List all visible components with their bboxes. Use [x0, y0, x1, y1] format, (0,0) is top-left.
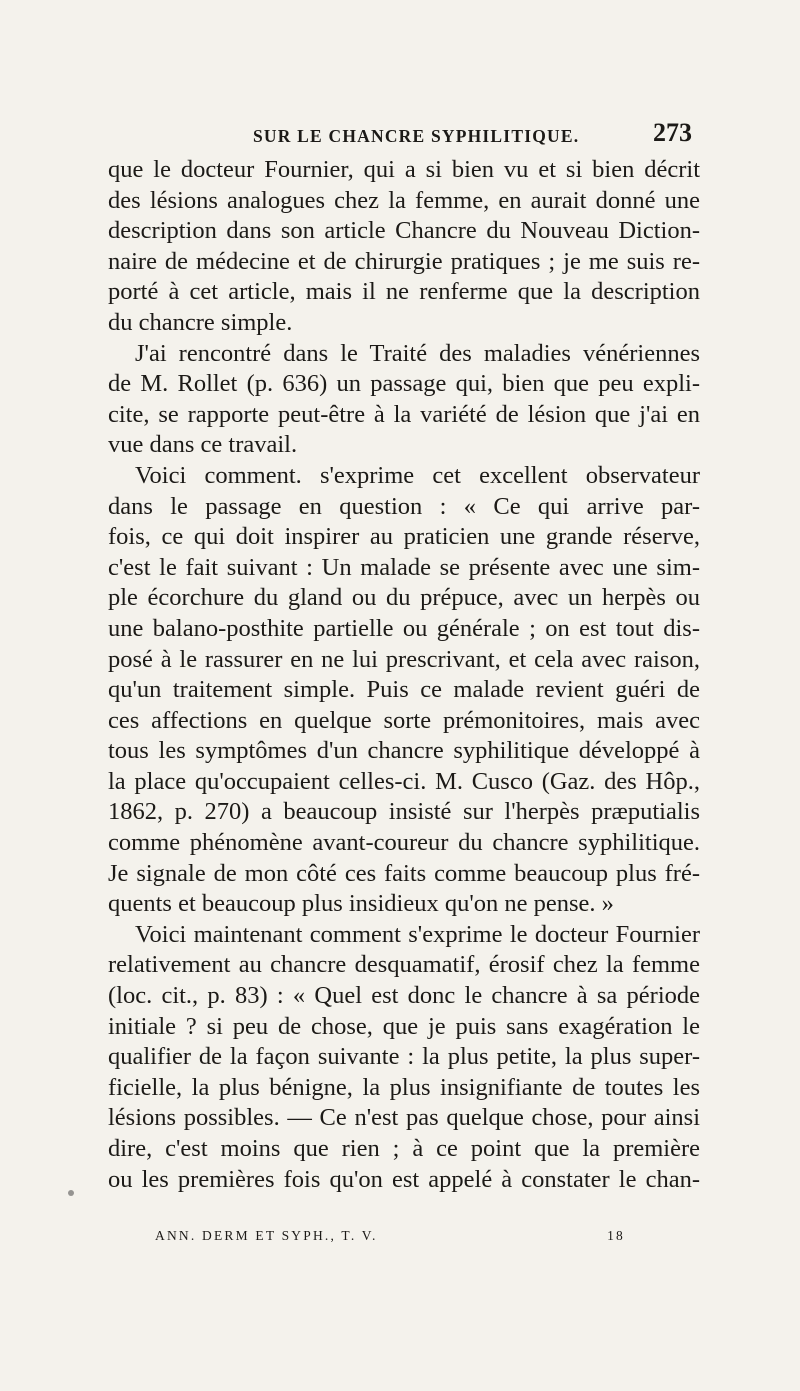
page-number: 273	[653, 118, 692, 147]
journal-reference: ANN. DERM ET SYPH., T. V.	[155, 1228, 378, 1243]
text-line: comme phénomène avant-coureur du chancre syphilitique.	[108, 829, 700, 857]
paragraph-2	[108, 339, 700, 461]
text-line: cite, se rapporte peut-être à la variété de lésion que j'ai en	[108, 400, 700, 428]
page-footer	[155, 1228, 625, 1252]
text-line: Je signale de mon côté ces faits comme beaucoup plus fré-	[108, 859, 700, 887]
text-line: 1862, p. 270) a beaucoup insisté sur l'herpès præputialis	[108, 798, 700, 826]
body-text	[108, 155, 700, 1195]
text-line: posé à le rassurer en ne lui prescrivant, et cela avec raison,	[108, 645, 700, 673]
text-line: que le docteur Fournier, qui a si bien vu et si bien décrit	[108, 156, 700, 183]
text-line: de M. Rollet (p. 636) un passage qui, bien que peu expli-	[108, 370, 700, 398]
text-line: porté à cet article, mais il ne renferme que la description	[108, 278, 700, 306]
text-line: c'est le fait suivant : Un malade se présente avec une sim-	[108, 553, 700, 581]
text-line: Voici maintenant comment s'exprime le docteur Fournier	[135, 920, 700, 948]
text-line: qualifier de la façon suivante : la plus petite, la plus super-	[108, 1043, 700, 1071]
running-title: SUR LE CHANCRE SYPHILITIQUE.	[253, 126, 580, 146]
text-line: ou les premières fois qu'on est appelé à constater le chan-	[108, 1165, 700, 1193]
text-line: du chancre simple.	[108, 308, 293, 336]
text-line: quents et beaucoup plus insidieux qu'on ne pense. »	[108, 890, 614, 918]
text-line: lésions possibles. — Ce n'est pas quelque chose, pour ainsi	[108, 1104, 700, 1132]
margin-dot-mark	[68, 1190, 74, 1196]
paragraph-4	[108, 920, 700, 1195]
text-line: ple écorchure du gland ou du prépuce, avec un herpès ou	[108, 584, 700, 612]
text-line: naire de médecine et de chirurgie pratiques ; je me suis re-	[108, 247, 700, 275]
text-line: (loc. cit., p. 83) : « Quel est donc le chancre à sa période	[108, 982, 700, 1010]
text-line: des lésions analogues chez la femme, en aurait donné une	[108, 186, 700, 214]
text-line: ficielle, la plus bénigne, la plus insignifiante de toutes les	[108, 1073, 700, 1101]
text-line: qu'un traitement simple. Puis ce malade revient guéri de	[108, 676, 700, 704]
paragraph-3	[108, 461, 700, 920]
text-line: J'ai rencontré dans le Traité des maladies vénériennes	[135, 339, 700, 367]
text-line: une balano-posthite partielle ou générale ; on est tout dis-	[108, 614, 700, 642]
text-line: vue dans ce travail.	[108, 431, 298, 459]
text-line: relativement au chancre desquamatif, érosif chez la femme	[108, 951, 700, 979]
text-line: tous les symptômes d'un chancre syphilitique développé à	[108, 737, 700, 765]
text-line: description dans son article Chancre du Nouveau Diction-	[108, 217, 700, 245]
running-head	[108, 118, 700, 154]
text-line: dire, c'est moins que rien ; à ce point que la première	[108, 1135, 700, 1162]
signature-mark: 18	[607, 1228, 625, 1243]
paragraph-1	[108, 155, 700, 339]
text-line: dans le passage en question : « Ce qui arrive par-	[108, 492, 700, 520]
text-line: Voici comment. s'exprime cet excellent observateur	[135, 461, 700, 489]
text-line: la place qu'occupaient celles-ci. M. Cusco (Gaz. des Hôp.,	[108, 767, 700, 795]
text-line: initiale ? si peu de chose, que je puis sans exagération le	[108, 1012, 700, 1040]
text-line: fois, ce qui doit inspirer au praticien une grande réserve,	[108, 523, 700, 551]
text-line: ces affections en quelque sorte prémonitoires, mais avec	[108, 706, 700, 734]
